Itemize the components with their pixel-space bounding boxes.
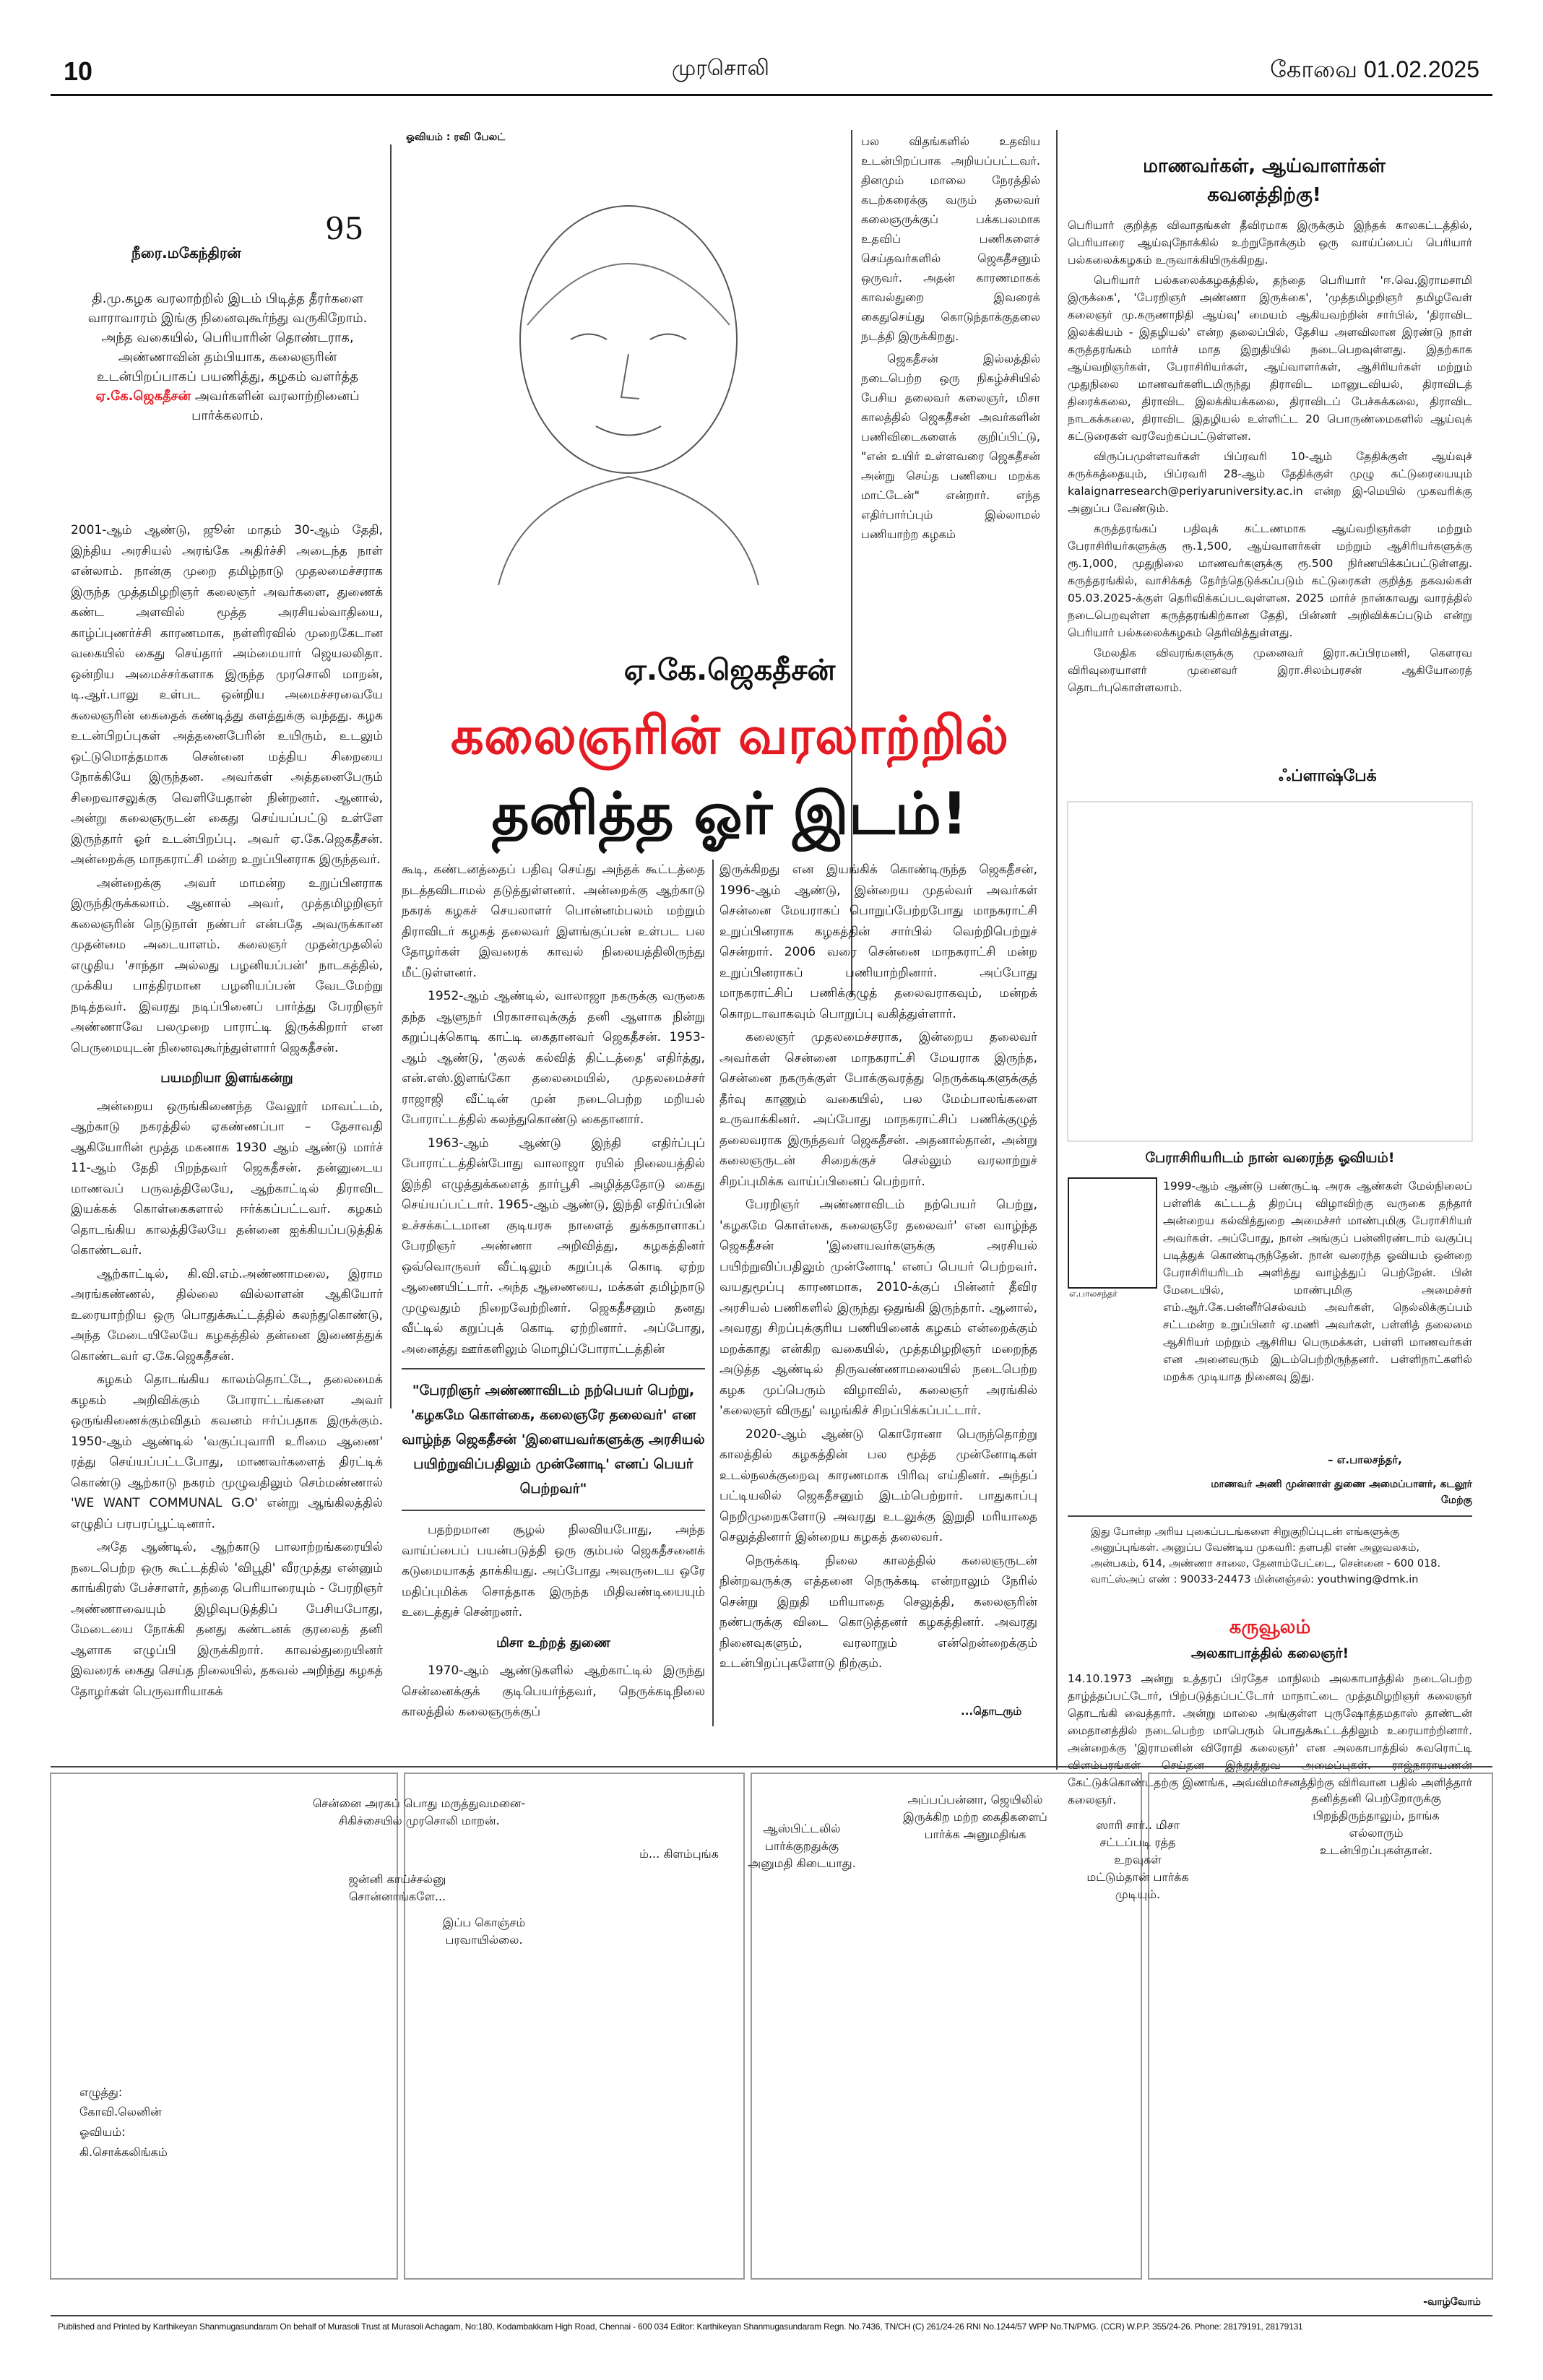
imprint-line: Published and Printed by Karthikeyan Shanmugasundaram On behalf of Murasoli Trust at Murasoli Achagam, No:180, Kodambakkam High Road, Chennai - 600 034 Editor: Karthikeyan Shanmugasundaram Regn. No.7436, TN/CH (C) 261/24-26 RNI No.1244/57 WPP No.TN/PMG. (CCR) W.P.P. 355/24-26. Phone: 28179191, 28179131: [58, 2321, 1303, 2332]
paragraph: பெரியார் குறித்த விவாதங்கள் தீவிரமாக இருக்கும் இந்தக் காலகட்டத்தில், பெரியாரை ஆய்வுநோக்கில் உற்றுநோக்கும் ஒரு வாய்ப்பைப் பெரியார் பல்கலைக்கழகம் உருவாக்கியிருக்கிறது.: [1068, 219, 1472, 267]
column-divider: [712, 860, 714, 1726]
paragraph: 2001-ஆம் ஆண்டு, ஜூன் மாதம் 30-ஆம் தேதி, இந்திய அரசியல் அரங்கே அதிர்ச்சி அடைந்த நாள் என்லாம். நான்கு முறை தமிழ்நாடு முதலமைச்சராக இருந்த முத்தமிழறிஞர் கலைஞர் அவர்களை, துணைக் கண்ட அளவில் மூத்த அரசியல்வாதியை, காழ்ப்புணர்ச்சி காரணமாக, நள்ளிரவில் முறைகேடான வகையில் கைது செய்தார் அம்மையார் ஜெயலலிதா. ஒன்றிய அமைச்சர்களாக இருந்த முரசொலி மாறன், டி.ஆர்.பாலு உள்பட ஒன்றிய அமைச்சரவையே கலைஞரின் கைதைக் கண்டித்து களத்துக்கு வந்தது. கழக உடன்பிறப்புகள் அத்தனைபேரின் உயிரும், உடலும் ஒட்டுமொத்தமாக சென்னை மத்திய சிறையை நோக்கியே இருந்தன. அவர்கள் அத்தனைபேரும் சிறைவாசலுக்கு வெளியேதான் நின்றனர். ஆனால், அன்று கலைஞருடன் கைது செய்யப்பட்டு உள்ளே இருந்தார் ஓர் உடன்பிறப்பு. அவர் ஏ.கே.ஜெகதீசன். அன்றைக்கு மாநகராட்சி மன்ற உறுப்பினராக இருந்தவர்.: [71, 523, 383, 867]
section-rule: [1068, 1515, 1472, 1517]
flashback-photo: [1068, 802, 1472, 1141]
comic-writer-label: எழுத்து:: [79, 2085, 123, 2099]
continued-label: ...தொடரும்: [961, 1705, 1022, 1718]
comic-rule: [51, 1766, 1492, 1767]
right-heading-2: பேராசிரியரிடம் நான் வரைந்த ஓவியம்!: [1145, 1150, 1395, 1166]
paragraph: அதே ஆண்டில், ஆற்காடு பாலாற்றங்கரையில் நடைபெற்ற ஒரு கூட்டத்தில் 'விபூதி' வீரமுத்து என்னும் காங்கிரஸ் பேச்சாளர், தந்தை பெரியாரையும் - பேரறிஞர் அண்ணாவையும் இழிவுபடுத்திப் பேசியபோது, மேடையை நோக்கி தனது கண்டனக் குரலைத் தனி ஆளாக எழுப்பி இருக்கிறார். காவல்துறையினர் இவரைக் கைது செய்த நிலையில், தகவல் அறிந்து கழகத் தோழர்கள் பெருவாரியாகக்: [71, 1540, 383, 1699]
paragraph: கருத்தரங்கப் பதிவுக் கட்டணமாக ஆய்வறிஞர்கள் மற்றும் பேராசிரியர்களுக்கு ரூ.1,500, ஆய்வாளர்கள் மற்றும் ஆசிரியர்களுக்கு ரூ.1,000, முதுநிலை மாணவர்களுக்கு ரூ.500 நிர்ணயிக்கப்பட்டுள்ளது. கருத்தரங்கில், வாசிக்கத் தேர்ந்தெடுக்கப்படும் கட்டுரைகள் குறித்த தகவல்கள் 05.03.2025-க்குள் தெரிவிக்கப்படவுள்ளன. 2025 மார்ச் நான்காவது வாரத்தில் நடைபெறவுள்ள கருத்தரங்கிற்கான தேதி, பின்னர் அறிவிக்கப்படும் என்று பெரியார் பல்கலைக்கழகம் தெரிவித்துள்ளது.: [1068, 522, 1472, 639]
portrait-drawing: [412, 159, 845, 585]
paragraph: அன்றைய ஒருங்கிணைந்த வேலூர் மாவட்டம், ஆற்காடு நகரத்தில் ஏகண்ணப்பா – தேசாவதி ஆகியோரின் மூத்த மகனாக 1930 ஆம் ஆண்டு மார்ச் 11-ஆம் தேதி பிறந்தவர் ஜெகதீசன். தன்னுடைய மாணவப் பருவத்திலேயே, ஆற்காட்டில் திராவிட இயக்கக் கொள்கைகளால் ஈர்க்கப்பட்டவர். கழகம் தொடங்கிய காலத்திலேயே தன்னை ஐக்கியப்படுத்திக் கொண்டவர்.: [71, 1099, 383, 1258]
karuvoolam-title: கருவூலம்: [1229, 1617, 1311, 1638]
paragraph: கலைஞர் முதலமைச்சராக, இன்றைய தலைவர் அவர்கள் சென்னை மாநகராட்சி மேயராக இருந்த, சென்னை நகருக்குள் போக்குவரத்து நெருக்கடிகளுக்குத் தீர்வு காணும் வகையில், பல மேம்பாலங்களை உருவாக்கினர். அப்போது மாநகராட்சிப் பணிக்குழுத் தலைவராக இருந்தவர் ஜெகதீசன். அதனால்தான், அன்று கலைஞருடன் சிறைக்குச் செல்லும் வரலாற்றுச் சிறப்புமிக்க வாய்ப்பினைப் பெற்றார்.: [719, 1030, 1037, 1189]
subheading: பயமறியா இளங்கன்று: [160, 1070, 293, 1086]
page-number: 10: [64, 56, 93, 86]
small-portrait: [1068, 1177, 1157, 1289]
headline-name: ஏ.கே.ஜெகதீசன்: [623, 654, 836, 687]
author-name: நீரை.மகேந்திரன்: [131, 244, 241, 261]
paragraph: 1963-ஆம் ஆண்டு இந்தி எதிர்ப்புப் போராட்டத்தின்போது வாலாஜா ரயில் நிலையத்தில் இந்தி எழுத்துக்களைத் தார்பூசி அழித்ததோடு கைது செய்யப்பட்டார். 1965-ஆம் ஆண்டு, இந்தி எதிர்ப்பின் உச்சக்கட்டமான குடியரசு நாளைத் துக்கநாளாகப் பேரறிஞர் அண்ணா அறிவித்து, கழகத்தினர் ஒவ்வொருவர் வீட்டிலும் கறுப்புக் கொடி ஏற்ற ஆணையிட்டார். அந்த ஆணையை, மக்கள் தமிழ்நாடு முழுவதும் நிறைவேற்றினர். ஜெகதீசனும் தனது வீட்டில் கறுப்புக் கொடி ஏற்றினார். அப்போது, அனைத்து ஊர்களிலும் மொழிப்போராட்டத்தின்: [402, 1135, 705, 1356]
header-rule: [51, 94, 1492, 96]
paragraph: 1999-ஆம் ஆண்டு பண்ருட்டி அரசு ஆண்கள் மேல்நிலைப் பள்ளிக் கட்டடத் திறப்பு விழாவிற்கு வருகை தந்தார் அன்றைய கல்வித்துறை அமைச்சர் மாண்புமிகு பேராசிரியர் அவர்கள். அப்போது, நான் அங்குப் பன்னிரண்டாம் வகுப்பு படித்துக் கொண்டிருந்தேன். நான் வரைந்த ஓவியம் ஒன்றை பேராசிரியரிடம் அளித்து வாழ்த்துப் பெற்றேன். பின் மேடையில், மாண்புமிகு அமைச்சர் எம்.ஆர்.கே.பன்னீர்செல்வம் அவர்கள், நெல்லிக்குப்பம் சட்டமன்ற உறுப்பினர் ஏ.மணி அவர்கள், பள்ளித் தலைமை ஆசிரியர் மற்றும் ஆசிரிய பெருமக்கள், பள்ளி மாணவர்கள் என அனைவரும் இடம்பெற்றிருந்தனர். பள்ளிநாட்களில் மறக்க முடியாத நினைவு இது.: [1163, 1180, 1472, 1383]
comic-artist: கி.சொக்கலிங்கம்: [79, 2145, 168, 2159]
speech-bubble: தனித்தனி பெற்றோருக்கு பிறந்திருந்தாலும், நாங்க எல்லாரும் உடன்பிறப்புகள்தான்.: [1311, 1791, 1441, 1857]
paragraph: 1970-ஆம் ஆண்டுகளில் ஆற்காட்டில் இருந்து சென்னைக்குக் குடிபெயர்ந்தவர், நெருக்கடிநிலை காலத்தில் கலைஞருக்குப்: [402, 1663, 705, 1719]
portrait-illustration: [412, 159, 845, 585]
comic-artist-label: ஓவியம்:: [79, 2125, 126, 2139]
series-number: 95: [325, 211, 364, 246]
comic-writer: கோவி.லெனின்: [79, 2105, 162, 2119]
quote-rule-top: [402, 1368, 705, 1369]
center-column-a: [402, 860, 705, 1726]
paragraph: பெரியார் பல்கலைக்கழகத்தில், தந்தை பெரியார் 'ஈ.வெ.இராமசாமி இருக்கை', 'பேரறிஞர் அண்ணா இருக்கை', 'முத்தமிழறிஞர் தமிழவேள் கலைஞர் மு.கருணாநிதி ஆய்வு' மையம் ஆகியவற்றின் சார்பில், 'திராவிட இலக்கியம் - இதழியல்' என்ற தலைப்பில், தேசிய அளவிலான இரண்டு நாள் கருத்தரங்கம் மார்ச் மாத இறுதியில் நடைபெறவுள்ளது. இதற்காக ஆய்வறிஞர்கள், பேராசிரியர்கள், ஆய்வாளர்கள், ஆசிரியர்கள் மற்றும் முதுநிலை மாணவர்களிடமிருந்து திராவிட மானுடவியல், திராவிடத் திரைக்கலை, திராவிட இலக்கியக்கலை, திராவிடப் பேச்சுக்கலை, திராவிட நாடகக்கலை, திராவிட இதழியல் உள்ளிட்ட 20 பொருண்மைகளில் ஆய்வுக் கட்டுரைகள் வரவேற்கப்பட்டுள்ளன.: [1068, 274, 1472, 443]
paragraph: விருப்பமுள்ளவர்கள் பிப்ரவரி 10-ஆம் தேதிக்குள் ஆய்வுச் சுருக்கத்தையும், பிப்ரவரி 28-ஆம் தேதிக்குள் முழு கட்டுரையையும் kalaignarresearch@periyaruniversity.ac.in என்ற இ-மெயில் முகவரிக்கு அனுப்ப வேண்டும்.: [1068, 450, 1472, 515]
speech-bubble: சென்னை அரசுப் பொது மருத்துவமனை- சிகிச்சையில் முரசொலி மாறன்.: [312, 1796, 526, 1827]
flashback-text: [1163, 1177, 1472, 1488]
right-heading-1: மாணவர்கள், ஆய்வாளர்கள் கவனத்திற்கு!: [1143, 155, 1386, 206]
center-column-b: [719, 860, 1037, 1701]
speech-bubble: ஆஸ்பிட்டலில் பார்க்குறதுக்கு அனுமதி கிடையாது.: [748, 1822, 856, 1870]
karuvoolam-subtitle: அலகாபாத்தில் கலைஞர்!: [1190, 1645, 1349, 1661]
subheading: மிசா உற்றத் துணை: [496, 1635, 610, 1650]
paragraph: இருக்கிறது என இயங்கிக் கொண்டிருந்த ஜெகதீசன், 1996-ஆம் ஆண்டு, இன்றைய முதல்வர் அவர்கள் சென்னை மேயராகப் பொறுப்பேற்றபோது மாநகராட்சி உறுப்பினராக கழகத்தின் சார்பில் வெற்றிபெற்றுச் சென்றார். 2006 வரை சென்னை மாநகராட்சி மன்ற உறுப்பினராகப் பணியாற்றினார். அப்போது மாநகராட்சிப் பணிக்குழுத் தலைவராகவும், மன்றக் கொறடாவாகவும் பொறுப்பு வகித்துள்ளார்.: [719, 862, 1037, 1021]
column-divider: [390, 144, 392, 1408]
paragraph: மேலதிக விவரங்களுக்கு முனைவர் இரா.சுப்பிரமணி, கௌரவ விரிவுரையாளர் முனைவர் இரா.சிலம்பரசன் ஆகியோரைத் தொடர்புகொள்ளலாம்.: [1068, 646, 1472, 694]
headline-line-2: தனித்த ஓர் இடம்!: [491, 780, 968, 847]
paragraph: 2020-ஆம் ஆண்டு கொரோனா பெருந்தொற்று காலத்தில் கழகத்தின் பல மூத்த முன்னோடிகள் உடல்நலக்குறைவு காரணமாக பிரிவு எய்தினர். அந்தப் பட்டியலில் ஜெகதீசனும் இடம்பெற்றார். பாதுகாப்பு நெறிமுறைகளோடு அவரது உடலுக்கு இறுதி மரியாதை செலுத்தினார் இன்றைய கழகத் தலைவர்.: [719, 1427, 1037, 1544]
submission-invite: இது போன்ற அரிய புகைப்படங்களை சிறுகுறிப்புடன் எங்களுக்கு அனுப்புங்கள். அனுப்ப வேண்டிய முகவரி: தளபதி எண் அலுவலகம், அன்பகம், 614, அண்ணா சாலை, தேனாம்பேட்டை, சென்னை - 600 018. வாட்ஸ்அப் எண் : 90033-24473 மின்னஞ்சல்: youthwing@dmk.in: [1091, 1526, 1441, 1585]
photo-credit: எ.பாலசந்தர்: [1069, 1289, 1118, 1299]
paragraph: கூடி, கண்டனத்தைப் பதிவு செய்து அந்தக் கூட்டத்தை நடத்தவிடாமல் தடுத்துள்ளனர். அன்றைக்கு ஆற்காடு நகரக் கழகச் செயலாளர் பொன்னம்பலம் மற்றும் திராவிடர் கழகத் தலைவர் இளங்குப்பன் உள்பட பல தோழர்கள் இவரைக் காவல் நிலையத்திலிருந்து மீட்டுள்ளனர்.: [402, 862, 705, 980]
paragraph: ஜெகதீசன் இல்லத்தில் நடைபெற்ற ஒரு நிகழ்ச்சியில் பேசிய தலைவர் கலைஞர், மிசா காலத்தில் ஜெகதீசன் அவர்களின் பணிவிடைகளைக் குறிப்பிட்டு, "என் உயிர் உள்ளவரை ஜெகதீசன் அன்று செய்த பணியை மறக்க மாட்டேன்" என்றார். எந்த எதிர்பார்ப்பும் இல்லாமல் பணியாற்ற கழகம்: [861, 352, 1040, 541]
paragraph: ஆற்காட்டில், கி.வி.எம்.அண்ணாமலை, இராம அரங்கண்ணல், தில்லை வில்லாளன் ஆகியோர் உரையாற்றிய ஒரு பொதுக்கூட்டத்தில் கலந்துகொண்டு, அந்த மேடையிலேயே கழகத்தில் தன்னை இணைத்துக் கொண்டவர் ஏ.கே.ஜெகதீசன்.: [71, 1266, 383, 1364]
dateline: கோவை 01.02.2025: [1270, 56, 1479, 82]
photo-placeholder: [1068, 802, 1472, 1141]
intro-text: தி.மு.கழக வரலாற்றில் இடம் பிடித்த தீரர்களை வாராவாரம் இங்கு நினைவுகூர்ந்து வருகிறோம். அந்த வகையில், பெரியாரின் தொண்டராக, அண்ணாவின் தம்பியாக, கலைஞரின் உடன்பிறப்பாகப் பயணித்து, கழகம் வளர்த்த: [87, 291, 368, 384]
intro-end: அவர்களின் வரலாற்றினைப் பார்க்கலாம்.: [191, 389, 360, 423]
paragraph: 1952-ஆம் ஆண்டில், வாலாஜா நகருக்கு வருகை தந்த ஆளுநர் பிரகாசாவுக்குத் தனி ஆளாக நின்று கறுப்புக்கொடி காட்டி கைதானவர் ஜெகதீசன். 1953-ஆம் ஆண்டு, 'குலக் கல்வித் திட்டத்தை' எதிர்த்து, என்.எஸ்.இளங்கோ தலைமையில், முதலமைச்சர் ராஜாஜி வீட்டின் முன் நடைபெற்ற மறியல் போராட்டத்தில் கலந்துகொண்டு கைதானார்.: [402, 989, 705, 1127]
paragraph: அன்றைக்கு அவர் மாமன்ற உறுப்பினராக இருந்திருக்கலாம். ஆனால் அவர், முத்தமிழறிஞர் கலைஞரின் நெடுநாள் நண்பர் என்பதே அவருக்கான முதன்மை அடையாளம். கலைஞர் முதன்முதலில் எழுதிய 'சாந்தா அல்லது பழனியப்பன்' நாடகத்தில், முக்கிய பாத்திரமான பழனியப்பன் வேடமேற்று நடித்தவர். இவரது நடிப்பினைப் பார்த்து பேரறிஞர் அண்ணாவே பலமுறை பாராட்டி இருக்கிறார் என பெருமையுடன் நினைவுகூர்ந்துள்ளார் ஜெகதீசன்.: [71, 875, 383, 1055]
speech-bubble: ஜன்னி காய்ச்சல்னு சொன்னாங்களே...: [348, 1872, 446, 1903]
footer-rule: [51, 2315, 1492, 2316]
speech-bubble: ம்... கிளம்புங்க: [639, 1847, 719, 1861]
headline-line-1: கலைஞரின் வரலாற்றில்: [450, 705, 1009, 766]
paragraph: பேரறிஞர் அண்ணாவிடம் நற்பெயர் பெற்று, 'கழகமே கொள்கை, கலைஞரே தலைவர்' என வாழ்ந்த ஜெகதீசன் 'இளையவர்களுக்கு அரசியல் பயிற்றுவிப்பதிலும் முன்னோடி' எனப் பெயர் பெற்றவர். வயதுமூப்பு காரணமாக, 2010-க்குப் பின்னர் தீவிர அரசியல் பணிகளில் இருந்து ஒதுங்கி இருந்தார். ஆனால், அவரது சிறப்புக்குரிய பணியினைக் கழகம் என்றைக்கும் மறக்காது என்கிற வகையில், முத்தமிழறிஞர் மறைந்த அடுத்த ஆண்டில் திருவண்ணாமலையில் நடைபெற்ற கழக முப்பெரும் விழாவில், கலைஞர் அரங்கில் 'கலைஞர் விருது' வழங்கிச் சிறப்பிக்கப்பட்டார்.: [719, 1198, 1037, 1418]
flashback-signoff: ஃப்ளாஷ்பேக்: [1279, 767, 1377, 785]
paragraph: பதற்றமான சூழல் நிலவியபோது, அந்த வாய்ப்பைப் பயன்படுத்தி ஒரு கும்பல் ஜெகதீசனைக் கடுமையாகத் தாக்கியது. அப்போது அவருடைய ஒரே மதிப்புமிக்க சொத்தாக இருந்த மிதிவண்டியையும் உடைத்துச் சென்றனர்.: [402, 1523, 705, 1619]
paper-name: முரசொலி: [672, 56, 769, 80]
left-article-column: [71, 520, 383, 1699]
comic-continues: -வாழ்வோம்: [1423, 2296, 1481, 2308]
intro-name: ஏ.கே.ஜெகதீசன்: [95, 389, 191, 404]
intro-box: [72, 289, 383, 425]
center-top-column: [861, 131, 1040, 637]
speech-bubble: இப்ப கொஞ்சம் பரவாயில்லை.: [442, 1916, 526, 1947]
pull-quote: "பேரறிஞர் அண்ணாவிடம் நற்பெயர் பெற்று, 'கழகமே கொள்கை, கலைஞரே தலைவர்' என வாழ்ந்த ஜெகதீசன் 'இளையவர்களுக்கு அரசியல் பயிற்றுவிப்பதிலும் முன்னோடி' எனப் பெயர் பெற்றவர்": [402, 1382, 705, 1497]
paragraph: கழகம் தொடங்கிய காலம்தொட்டே, தலைமைக் கழகம் அறிவிக்கும் போராட்டங்களை அவர் ஒருங்கிணைக்கும்விதம் கவனம் ஈர்ப்பதாக இருக்கும். 1950-ஆம் ஆண்டில் 'வகுப்புவாரி உரிமை ஆணை' ரத்து செய்யப்பட்டபோது, மாணவர்களைத் திரட்டிக் கொண்டு ஆற்காடு நகரம் முழுவதிலும் செம்மண்ணால் 'WE WANT COMMUNAL G.O' என்று ஆங்கிலத்தில் எழுதிப் பரபரப்பூட்டினார்.: [71, 1372, 383, 1531]
column-divider: [1056, 130, 1058, 1770]
speech-bubble: ஸாரி சார்.. மிசா சட்டப்படி ரத்த உறவுகள் மட்டும்தான் பார்க்க முடியும்.: [1086, 1818, 1189, 1901]
artist-credit: ஓவியம் : ரவி பேலட்: [406, 131, 506, 143]
paragraph: 14.10.1973 அன்று உத்தரப் பிரதேச மாநிலம் அலகாபாத்தில் நடைபெற்ற தாழ்த்தப்பட்டோர், பிற்படுத்தப்பட்டோர் மாநாட்டை முத்தமிழறிஞர் கலைஞர் தொடங்கி வைத்தார். அன்று மாலை அங்குள்ள புருஷோத்தமதாஸ் தாண்டன் மைதானத்தில் நடைபெற்ற மாபெரும் பொதுக்கூட்டத்திலும் உரையாற்றினார். அன்றைக்கு 'இராமனின் விரோதி கலைஞர்' என அலகாபாத்தில் சுவரொட்டி விளம்பரங்கள் செய்தன இந்துத்துவ அமைப்புகள். ராஜ்நாராயணன் கேட்டுக்கொண்டதற்கு இணங்க, அவ்விமர்சனத்திற்கு விரிவான பதில் அளித்தார் கலைஞர்.: [1068, 1672, 1472, 1806]
byline-role: மாணவர் அணி முன்னாள் துணை அமைப்பாளர், கடலூர் மேற்கு: [1211, 1479, 1472, 1506]
byline-name: – எ.பாலசந்தர்,: [1328, 1453, 1402, 1466]
speech-bubble: அப்பப்பன்னா, ஜெயிலில் இருக்கிற மற்ற கைதிகளைப் பார்க்க அனுமதிங்க: [903, 1793, 1047, 1841]
paragraph: பல விதங்களில் உதவிய உடன்பிறப்பாக அறியப்பட்டவர். தினமும் மாலை நேரத்தில் கடற்கரைக்கு வரும் தலைவர் கலைஞருக்குப் பக்கபலமாக உதவிப் பணிகளைச் செய்தவர்களில் ஜெகதீசனும் ஒருவர். அதன் காரணமாகக் காவல்துறை இவரைக் கைதுசெய்து கொடுந்தாக்குதலை நடத்தி இருக்கிறது.: [861, 134, 1040, 343]
paragraph: நெருக்கடி நிலை காலத்தில் கலைஞருடன் நின்றவருக்கு எத்தனை நெருக்கடி என்றாலும் நேரில் சென்று இறுதி மரியாதை செலுத்தி, கலைஞரின் நண்பருக்கு விடை கொடுத்தனர் கழகத்தினர். அவரது நினைவுகளும், வரலாறும் என்றென்றைக்கும் உடன்பிறப்புகளோடு நிற்கும்.: [719, 1553, 1037, 1671]
right-notice-column: [1068, 217, 1472, 693]
quote-rule-bottom: [402, 1510, 705, 1511]
